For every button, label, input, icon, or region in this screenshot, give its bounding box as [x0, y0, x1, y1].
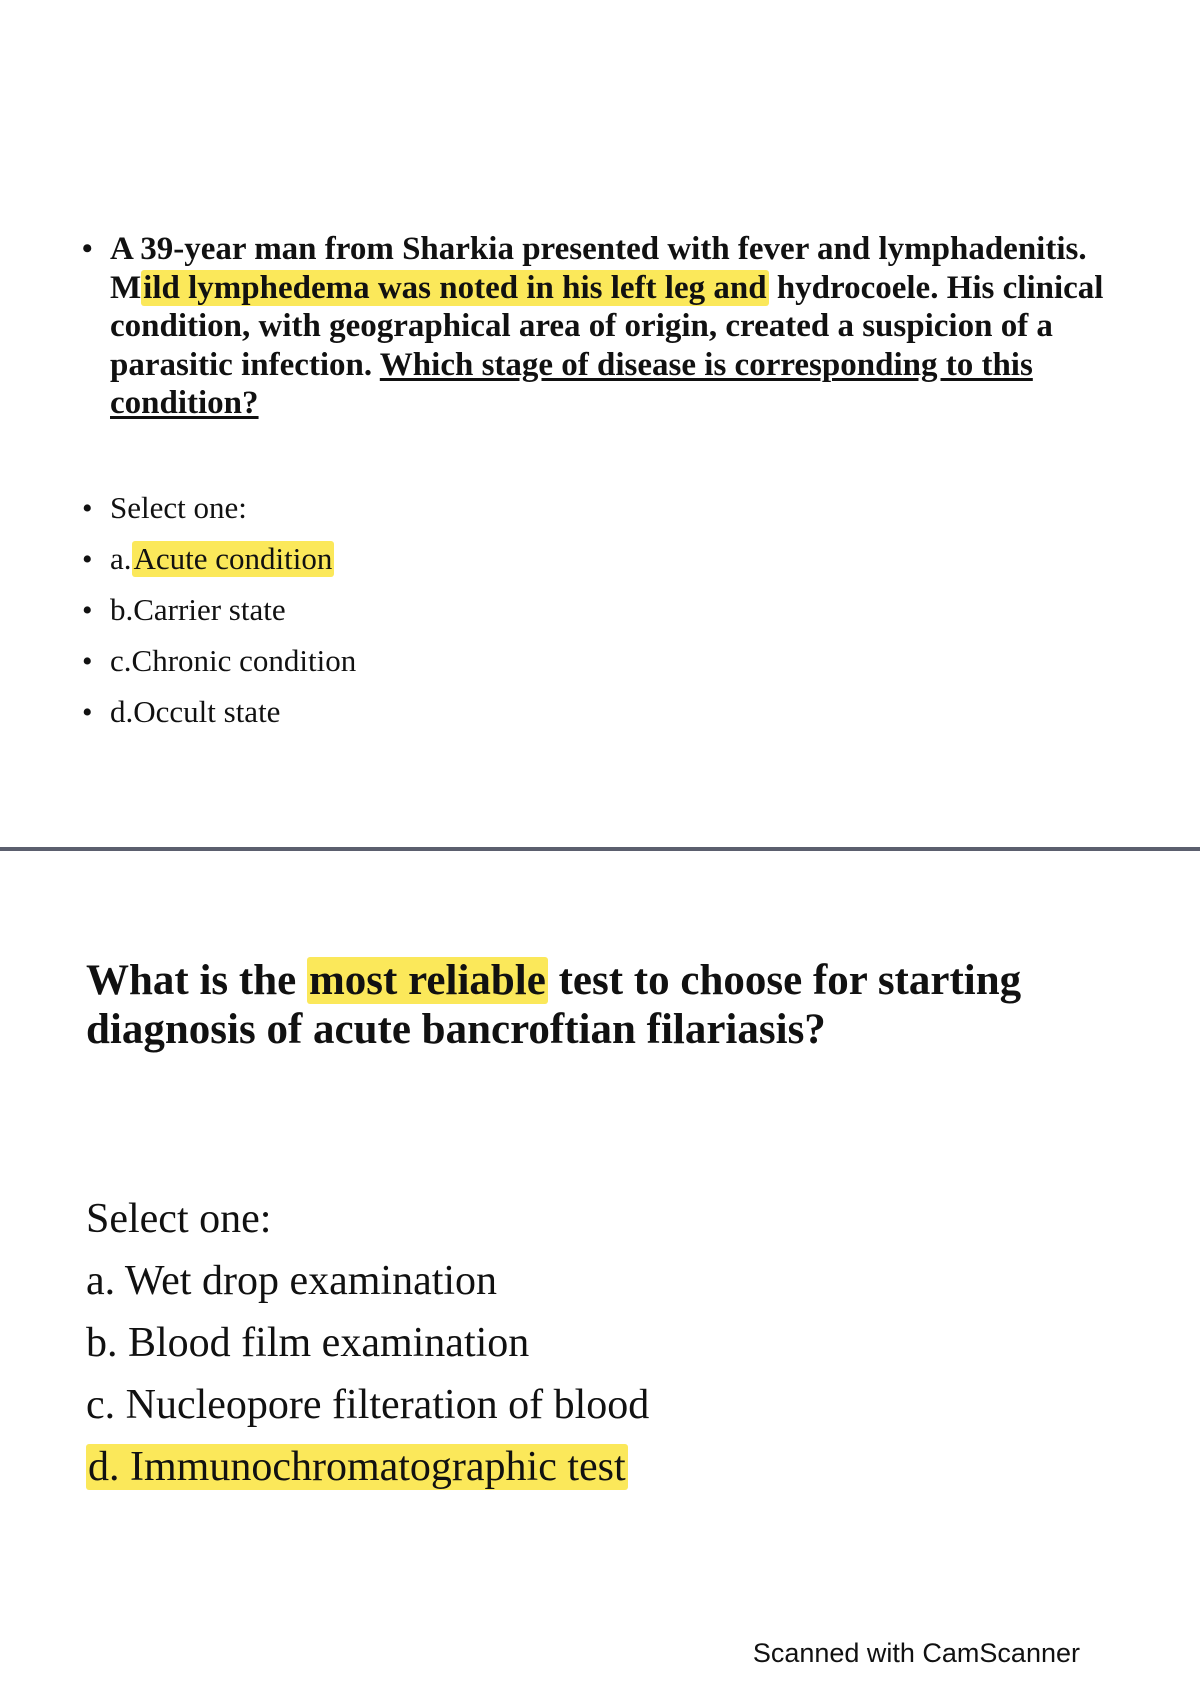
question-2-stem-text-continued: test to choose for starting diagnosis of acute bancroftian filariasis? — [86, 957, 1022, 1053]
bullet-icon: • — [82, 695, 93, 729]
question-2-option-c[interactable] — [86, 1374, 1086, 1436]
bullet-icon: • — [82, 232, 93, 265]
question-2-option-b[interactable] — [86, 1312, 1086, 1374]
question-1-option-b[interactable] — [82, 585, 1122, 636]
question-1-option-c[interactable] — [82, 636, 1122, 687]
question-1-stem-text-continued: hydrocoele. His clinical condition, with geographical area of origin, created a suspicion of a parasitic infection. — [110, 269, 1104, 383]
option-text: Chronic condition — [131, 643, 357, 678]
option-text: Occult state — [133, 694, 281, 729]
question-1-select-label: Select one: — [110, 490, 247, 525]
page-divider — [0, 847, 1200, 851]
question-2-option-a[interactable] — [86, 1250, 1086, 1312]
option-prefix: b. — [110, 592, 134, 627]
question-2 — [86, 956, 1166, 1490]
question-2-options — [86, 1188, 1086, 1498]
bullet-icon: • — [82, 644, 93, 678]
question-2-select-label: Select one: — [86, 1196, 272, 1242]
question-1-options — [82, 483, 1122, 738]
bullet-icon: • — [82, 491, 93, 525]
option-prefix: a. — [110, 541, 132, 576]
option-prefix: d. — [110, 694, 134, 729]
option-text: Carrier state — [133, 592, 286, 627]
question-1-stem-text: A 39-year man from Sharkia presented with fever and lymphadenitis. M — [110, 231, 1087, 306]
question-2-stem-text: What is the — [86, 957, 307, 1004]
question-1-highlighted-text: ild lymphedema was noted in his left leg and — [143, 269, 767, 306]
question-1-stem-row — [82, 230, 1122, 423]
question-1-option-d[interactable] — [82, 687, 1122, 738]
option-text-highlighted: Acute condition — [133, 541, 333, 576]
question-1-select-label-row — [82, 483, 1122, 534]
option-text: b. Blood film examination — [86, 1320, 530, 1366]
option-text: a. Wet drop examination — [86, 1258, 498, 1304]
question-1 — [82, 230, 1122, 738]
question-2-option-d[interactable] — [86, 1436, 1086, 1498]
question-1-option-a[interactable] — [82, 534, 1122, 585]
option-text: c. Nucleopore filteration of blood — [86, 1382, 650, 1428]
camscanner-watermark: Scanned with CamScanner — [752, 1638, 1080, 1668]
bullet-icon: • — [82, 593, 93, 627]
question-1-underlined-question: Which stage of disease is corresponding to this condition? — [110, 346, 1033, 421]
question-2-stem — [86, 956, 1166, 1054]
question-2-highlighted-text: most reliable — [308, 957, 546, 1004]
option-prefix: c. — [110, 643, 132, 678]
bullet-icon: • — [82, 542, 93, 576]
option-text-highlighted: d. Immunochromatographic test — [88, 1444, 626, 1490]
question-1-stem — [110, 230, 1122, 423]
